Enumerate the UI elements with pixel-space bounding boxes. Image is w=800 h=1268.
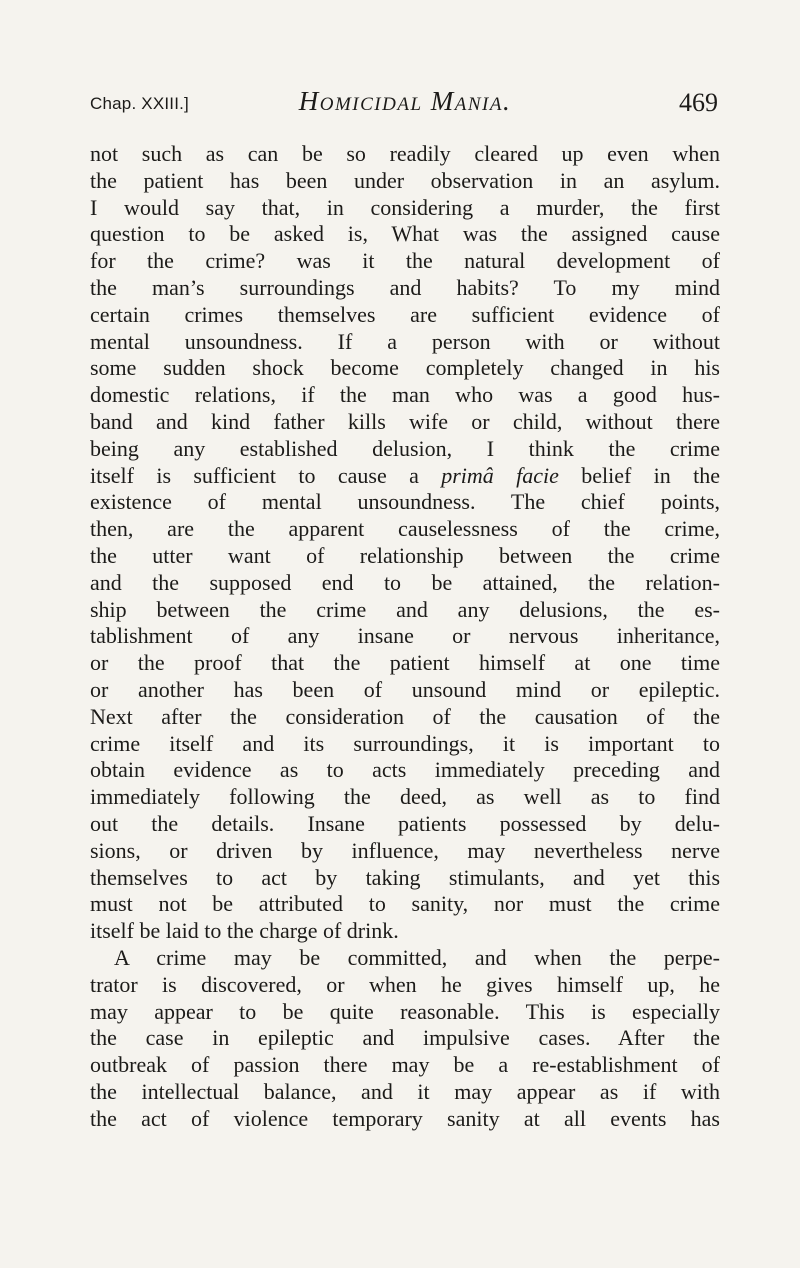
text-line: some sudden shock become completely changed in his [90, 355, 720, 381]
running-title: Homicidal Mania. [298, 86, 512, 116]
text-line: I would say that, in considering a murder, the first [90, 194, 720, 220]
text-line: themselves to act by taking stimulants, and yet this [90, 864, 720, 890]
text-line: being any established delusion, I think the crime [90, 435, 720, 461]
text-line: or the proof that the patient himself at one time [90, 650, 720, 676]
text-line: immediately following the deed, as well as to find [90, 784, 720, 810]
italic-phrase: primâ facie [441, 462, 559, 488]
text-line: may appear to be quite reasonable. This is especially [90, 998, 720, 1024]
running-header [90, 84, 720, 124]
text-line: the intellectual balance, and it may appear as if with [90, 1078, 720, 1104]
text-segment: itself is sufficient to cause a [90, 462, 442, 488]
text-line: itself be laid to the charge of drink. [90, 918, 399, 944]
text-line [90, 463, 720, 490]
text-line: certain crimes themselves are sufficient evidence of [90, 301, 720, 327]
text-line: mental unsoundness. If a person with or without [90, 328, 720, 354]
text-line: the utter want of relationship between the crime [90, 542, 720, 568]
text-line: trator is discovered, or when he gives himself up, he [90, 971, 720, 997]
text-line: sions, or driven by influence, may nevertheless nerve [90, 837, 720, 863]
text-line: A crime may be committed, and when the perpe- [114, 944, 720, 970]
text-line: and the supposed end to be attained, the relation- [90, 569, 720, 595]
text-line: or another has been of unsound mind or epileptic. [90, 676, 720, 702]
text-line: domestic relations, if the man who was a good hus- [90, 382, 720, 408]
text-line: obtain evidence as to acts immediately preceding and [90, 757, 720, 783]
text-line: tablishment of any insane or nervous inheritance, [90, 623, 720, 649]
text-line: band and kind father kills wife or child, without there [90, 408, 720, 434]
text-line: for the crime? was it the natural development of [90, 248, 720, 274]
text-segment: belief in the [558, 462, 720, 488]
text-line: out the details. Insane patients possessed by delu- [90, 810, 720, 836]
text-line: not such as can be so readily cleared up even when [90, 141, 720, 166]
text-line: ship between the crime and any delusions, the es- [90, 596, 720, 622]
text-line: must not be attributed to sanity, nor must the crime [90, 891, 720, 917]
text-line: the man’s surroundings and habits? To my mind [90, 274, 720, 300]
page-number: 469 [679, 88, 718, 117]
text-line: then, are the apparent causelessness of the crime, [90, 516, 720, 542]
body-text [90, 141, 720, 1132]
text-line: the act of violence temporary sanity at all events has [90, 1105, 720, 1131]
text-line: existence of mental unsoundness. The chief points, [90, 489, 720, 515]
text-line: the case in epileptic and impulsive cases. After the [90, 1025, 720, 1051]
text-line: question to be asked is, What was the assigned cause [90, 221, 720, 247]
text-line: crime itself and its surroundings, it is important to [90, 730, 720, 756]
text-line: Next after the consideration of the causation of the [90, 703, 720, 729]
text-line: outbreak of passion there may be a re-establishment of [90, 1052, 720, 1078]
text-line: the patient has been under observation in an asylum. [90, 167, 720, 193]
chapter-label: Chap. XXIII.] [90, 94, 189, 113]
